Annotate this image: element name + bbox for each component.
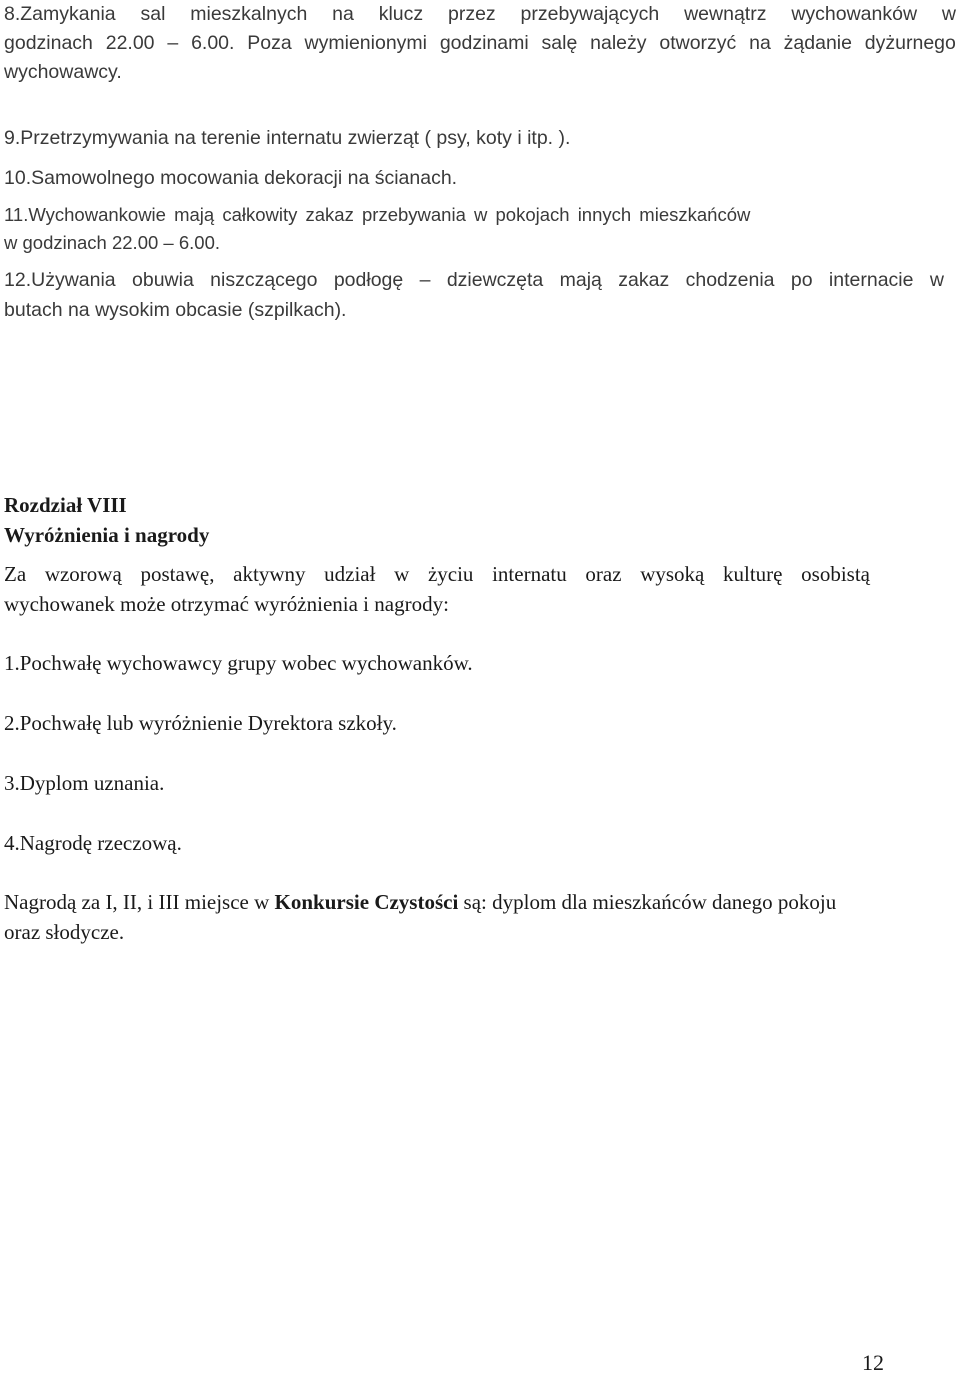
word: Za <box>4 562 27 586</box>
rule-item-10-text: 10.Samowolnego mocowania dekoracji na ścianach. <box>4 167 458 189</box>
word: życiu <box>427 562 474 586</box>
word: zakaz <box>618 269 670 291</box>
word: 22.00 <box>105 32 155 54</box>
word: chodzenia <box>685 269 775 291</box>
word: internacie <box>828 269 914 291</box>
award-item-1 <box>4 648 473 678</box>
word: po <box>790 269 813 291</box>
word: należy <box>590 32 647 54</box>
rule-item-12-line-2: butach na wysokim obcasie (szpilkach). <box>4 299 347 321</box>
word: na <box>749 32 771 54</box>
award-item-text: 1.Pochwałę wychowawcy grupy wobec wychowanków. <box>4 651 473 675</box>
contest-name: Konkursie Czystości <box>274 890 459 914</box>
word: salę <box>541 32 578 54</box>
word: wymienionymi <box>304 32 427 54</box>
word: sal <box>140 3 166 25</box>
word: osobistą <box>801 562 870 586</box>
word: przez <box>447 3 496 25</box>
word: dyżurnego <box>864 32 956 54</box>
rule-item-9-text: 9.Przetrzymywania na terenie internatu zwierząt ( psy, koty i itp. ). <box>4 127 571 149</box>
word: klucz <box>378 3 424 25</box>
word: internatu <box>492 562 567 586</box>
rule-item-9 <box>4 124 570 153</box>
rule-item-11-line-1: 11.Wychowankowie mają całkowity zakaz przebywania w pokojach innych mieszkańców <box>4 204 751 225</box>
word: – <box>167 32 179 54</box>
award-item-4 <box>4 828 182 858</box>
word: udział <box>324 562 376 586</box>
word: wewnątrz <box>684 3 767 25</box>
contest-line-1 <box>4 887 836 917</box>
chapter-heading <box>4 490 209 550</box>
contest-line-2: oraz słodycze. <box>4 920 125 944</box>
word: wychowanków <box>791 3 918 25</box>
page-number: 12 <box>862 1350 884 1375</box>
rule-item-8-line-2 <box>4 29 956 58</box>
chapter-title: Wyróżnienia i nagrody <box>4 523 210 547</box>
rule-item-11-line-2: w godzinach 22.00 – 6.00. <box>4 232 220 253</box>
word: niszczącego <box>210 269 318 291</box>
contest-text-before: Nagrodą za I, II, i III miejsce w <box>4 890 275 914</box>
word: – <box>419 269 431 291</box>
word: obuwia <box>132 269 194 291</box>
word: wysoką <box>640 562 705 586</box>
word: 12.Używania <box>4 269 116 291</box>
chapter-intro-line-2: wychowanek może otrzymać wyróżnienia i nagrody: <box>4 592 449 616</box>
award-item-3 <box>4 768 164 798</box>
award-item-text: 3.Dyplom uznania. <box>4 771 165 795</box>
chapter-number: Rozdział VIII <box>4 493 127 517</box>
word: 6.00. <box>191 32 235 54</box>
word: na <box>332 3 354 25</box>
chapter-intro-line-1 <box>4 559 870 589</box>
word: wzorową <box>44 562 122 586</box>
rule-item-8 <box>4 0 956 87</box>
word: 8.Zamykania <box>4 3 116 25</box>
award-item-2 <box>4 708 397 738</box>
word: Poza <box>247 32 292 54</box>
word: mają <box>559 269 602 291</box>
word: w <box>929 269 944 291</box>
word: podłogę <box>333 269 404 291</box>
chapter-intro <box>4 559 870 619</box>
rule-item-8-line-1 <box>4 0 956 29</box>
rule-item-12-line-1 <box>4 265 944 295</box>
word: postawę, <box>140 562 215 586</box>
word: przebywających <box>520 3 660 25</box>
word: aktywny <box>233 562 306 586</box>
word: w <box>394 562 410 586</box>
award-item-text: 2.Pochwałę lub wyróżnienie Dyrektora szkoły. <box>4 711 397 735</box>
word: w <box>941 3 956 25</box>
word: mieszkalnych <box>190 3 308 25</box>
contest-text-after: są: dyplom dla mieszkańców danego pokoju <box>458 890 837 914</box>
rule-item-10 <box>4 164 457 193</box>
word: dziewczęta <box>446 269 544 291</box>
rule-item-11 <box>4 201 750 257</box>
word: godzinami <box>439 32 529 54</box>
contest-paragraph <box>4 887 836 947</box>
word: kulturę <box>723 562 783 586</box>
rule-item-12 <box>4 265 944 325</box>
word: godzinach <box>4 32 93 54</box>
rule-item-8-line-3: wychowawcy. <box>4 61 122 83</box>
award-item-text: 4.Nagrodę rzeczową. <box>4 831 182 855</box>
word: żądanie <box>783 32 852 54</box>
word: otworzyć <box>659 32 737 54</box>
word: oraz <box>585 562 622 586</box>
